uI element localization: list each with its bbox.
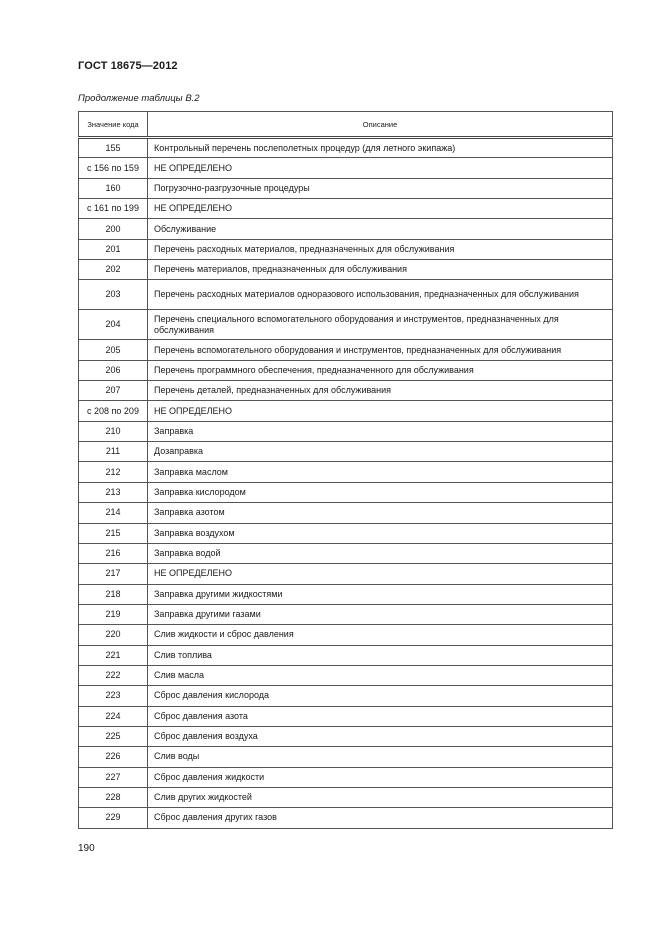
description-cell: Заправка маслом xyxy=(148,462,613,482)
description-cell: Сброс давления воздуха xyxy=(148,726,613,746)
code-cell: 207 xyxy=(79,381,148,401)
table-row xyxy=(79,787,613,807)
table-row xyxy=(79,138,613,158)
table-row xyxy=(79,219,613,239)
table-row xyxy=(79,665,613,685)
description-cell: Заправка xyxy=(148,421,613,441)
code-cell: 203 xyxy=(79,280,148,310)
code-cell: 205 xyxy=(79,340,148,360)
table-body xyxy=(79,138,613,829)
code-cell: с 161 по 199 xyxy=(79,199,148,219)
code-cell: 160 xyxy=(79,178,148,198)
table-caption: Продолжение таблицы В.2 xyxy=(78,93,200,104)
table-row xyxy=(79,706,613,726)
code-cell: 224 xyxy=(79,706,148,726)
description-cell: НЕ ОПРЕДЕЛЕНО xyxy=(148,564,613,584)
code-cell: 218 xyxy=(79,584,148,604)
description-cell: Слив топлива xyxy=(148,645,613,665)
table-row xyxy=(79,239,613,259)
table-row xyxy=(79,645,613,665)
code-cell: 222 xyxy=(79,665,148,685)
table-header-row xyxy=(79,112,613,138)
description-cell: Обслуживание xyxy=(148,219,613,239)
table-row xyxy=(79,503,613,523)
code-cell: с 156 по 159 xyxy=(79,158,148,178)
table-row xyxy=(79,421,613,441)
code-cell: 223 xyxy=(79,686,148,706)
code-cell: 201 xyxy=(79,239,148,259)
page-number: 190 xyxy=(78,843,95,854)
description-cell: Дозаправка xyxy=(148,442,613,462)
description-cell: НЕ ОПРЕДЕЛЕНО xyxy=(148,401,613,421)
code-cell: 204 xyxy=(79,310,148,340)
code-cell: 225 xyxy=(79,726,148,746)
table-row xyxy=(79,360,613,380)
code-cell: 214 xyxy=(79,503,148,523)
code-cell: с 208 по 209 xyxy=(79,401,148,421)
code-cell: 216 xyxy=(79,543,148,563)
table-row xyxy=(79,199,613,219)
code-cell: 210 xyxy=(79,421,148,441)
description-cell: НЕ ОПРЕДЕЛЕНО xyxy=(148,199,613,219)
code-cell: 206 xyxy=(79,360,148,380)
code-cell: 221 xyxy=(79,645,148,665)
description-cell: Перечень расходных материалов одноразового использования, предназначенных для обслуживания xyxy=(148,280,613,310)
code-cell: 212 xyxy=(79,462,148,482)
description-cell: Заправка водой xyxy=(148,543,613,563)
code-cell: 220 xyxy=(79,625,148,645)
description-cell: Сброс давления азота xyxy=(148,706,613,726)
table-row xyxy=(79,564,613,584)
description-cell: Заправка другими жидкостями xyxy=(148,584,613,604)
code-table xyxy=(78,111,613,829)
code-cell: 228 xyxy=(79,787,148,807)
table-row xyxy=(79,442,613,462)
table-row xyxy=(79,767,613,787)
table-row xyxy=(79,482,613,502)
description-cell: Слив масла xyxy=(148,665,613,685)
code-cell: 219 xyxy=(79,604,148,624)
column-header-description: Описание xyxy=(148,112,613,138)
code-cell: 226 xyxy=(79,747,148,767)
table-row xyxy=(79,747,613,767)
description-cell: Перечень программного обеспечения, предназначенного для обслуживания xyxy=(148,360,613,380)
description-cell: Заправка воздухом xyxy=(148,523,613,543)
description-cell: Перечень специального вспомогательного оборудования и инструментов, предназначенных для обслуживания xyxy=(148,310,613,340)
table-row xyxy=(79,523,613,543)
table-row xyxy=(79,808,613,828)
description-cell: Погрузочно-разгрузочные процедуры xyxy=(148,178,613,198)
table-row xyxy=(79,340,613,360)
table-row xyxy=(79,625,613,645)
table-row xyxy=(79,462,613,482)
table-row xyxy=(79,280,613,310)
description-cell: Перечень деталей, предназначенных для обслуживания xyxy=(148,381,613,401)
code-cell: 229 xyxy=(79,808,148,828)
code-cell: 200 xyxy=(79,219,148,239)
column-header-code: Значение кода xyxy=(79,112,148,138)
description-cell: Перечень расходных материалов, предназначенных для обслуживания xyxy=(148,239,613,259)
description-cell: Перечень материалов, предназначенных для обслуживания xyxy=(148,260,613,280)
table-row xyxy=(79,381,613,401)
table-row xyxy=(79,584,613,604)
code-cell: 202 xyxy=(79,260,148,280)
table-row xyxy=(79,604,613,624)
table-row xyxy=(79,686,613,706)
table-row xyxy=(79,310,613,340)
table-row xyxy=(79,401,613,421)
description-cell: Сброс давления кислорода xyxy=(148,686,613,706)
code-cell: 215 xyxy=(79,523,148,543)
code-cell: 211 xyxy=(79,442,148,462)
document-title: ГОСТ 18675—2012 xyxy=(78,60,178,72)
description-cell: Сброс давления других газов xyxy=(148,808,613,828)
table-row xyxy=(79,726,613,746)
description-cell: Контрольный перечень послеполетных процедур (для летного экипажа) xyxy=(148,138,613,158)
code-cell: 213 xyxy=(79,482,148,502)
description-cell: Заправка кислородом xyxy=(148,482,613,502)
table-row xyxy=(79,260,613,280)
table-row xyxy=(79,543,613,563)
table-row xyxy=(79,158,613,178)
description-cell: Слив других жидкостей xyxy=(148,787,613,807)
description-cell: Перечень вспомогательного оборудования и инструментов, предназначенных для обслуживания xyxy=(148,340,613,360)
code-cell: 227 xyxy=(79,767,148,787)
description-cell: Слив жидкости и сброс давления xyxy=(148,625,613,645)
description-cell: Заправка другими газами xyxy=(148,604,613,624)
code-cell: 155 xyxy=(79,138,148,158)
description-cell: НЕ ОПРЕДЕЛЕНО xyxy=(148,158,613,178)
description-cell: Сброс давления жидкости xyxy=(148,767,613,787)
description-cell: Заправка азотом xyxy=(148,503,613,523)
code-cell: 217 xyxy=(79,564,148,584)
table-row xyxy=(79,178,613,198)
description-cell: Слив воды xyxy=(148,747,613,767)
